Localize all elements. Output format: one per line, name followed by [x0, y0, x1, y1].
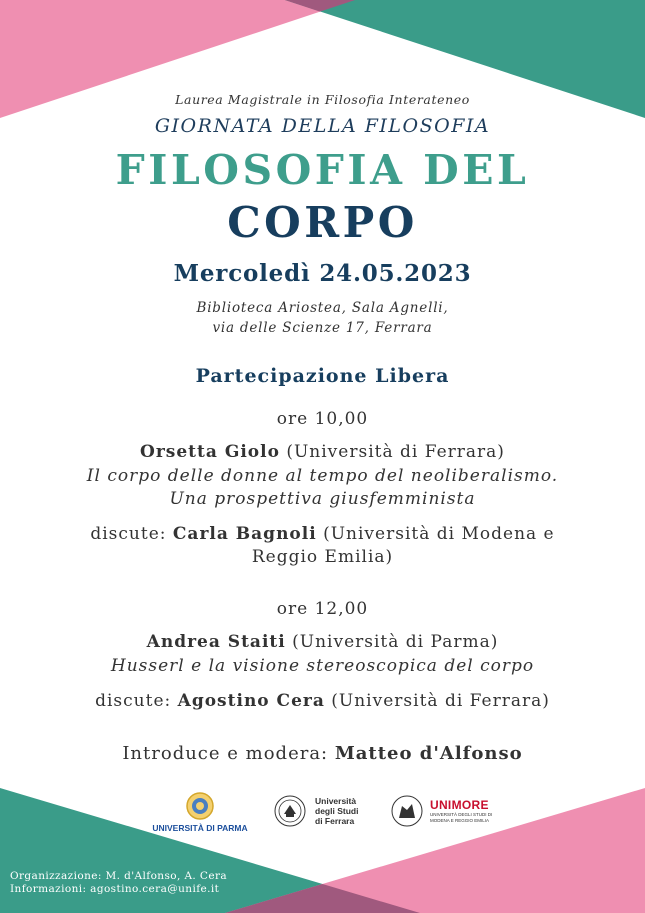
- footer-organization: Organizzazione: M. d'Alfonso, A. Cera: [10, 870, 228, 882]
- session-2-talk-title: [0, 655, 645, 678]
- session-1-discussant-affiliation-2: Reggio Emilia): [251, 547, 394, 567]
- event-date: Mercoledì 24.05.2023: [173, 260, 472, 287]
- program-name: Laurea Magistrale in Filosofia Interateneo: [175, 92, 470, 107]
- unimore-sub-1: UNIVERSITÀ DEGLI STUDI DI: [430, 812, 493, 817]
- ferrara-logo-line-1: Università: [315, 796, 357, 806]
- moderator-prefix: Introduce e modera:: [122, 743, 335, 764]
- moderator-line: [0, 742, 645, 765]
- event-venue: [0, 298, 645, 338]
- footer-info: Informazioni: agostino.cera@unife.it: [10, 883, 220, 895]
- session-1-talk-line-2: Una prospettiva giusfemminista: [169, 489, 476, 509]
- session-1-discussant-affiliation-1: (Università di Modena e: [316, 524, 555, 544]
- title-line-1: FILOSOFIA DEL: [115, 146, 530, 194]
- session-1-talk-title: [0, 465, 645, 511]
- session-2-discussant-prefix: discute:: [95, 691, 178, 711]
- unimore-seal-icon: [390, 794, 424, 828]
- session-1-time: ore 10,00: [276, 409, 369, 429]
- session-2-speaker: Andrea Staiti: [146, 632, 286, 652]
- unimore-logo-text: UNIMORE: [430, 798, 489, 812]
- session-1-discussant-prefix: discute:: [90, 524, 173, 544]
- session-1-talk-line-1: Il corpo delle donne al tempo del neoliberalismo.: [86, 466, 559, 486]
- parma-logo-text: UNIVERSITÀ DI PARMA: [152, 823, 248, 833]
- session-2-speaker-line: [0, 631, 645, 654]
- parma-logo: [150, 792, 250, 833]
- footer: [10, 870, 227, 896]
- admission-info: Partecipazione Libera: [195, 365, 450, 387]
- session-1-speaker-line: [0, 441, 645, 464]
- session-2-talk-line-1: Husserl e la visione stereoscopica del corpo: [110, 656, 535, 676]
- parma-seal-icon: [186, 792, 214, 820]
- session-2-discussant-affiliation: (Università di Ferrara): [324, 691, 550, 711]
- ferrara-logo-line-2: degli Studi: [315, 806, 359, 816]
- ferrara-logo-line-3: di Ferrara: [315, 816, 355, 826]
- moderator-name: Matteo d'Alfonso: [334, 743, 523, 764]
- ferrara-logo: [273, 790, 373, 834]
- session-1-affiliation: (Università di Ferrara): [279, 442, 505, 462]
- university-logos: [0, 790, 645, 840]
- session-2-discussant: [0, 690, 645, 713]
- venue-line-1: Biblioteca Ariostea, Sala Agnelli,: [196, 300, 449, 316]
- title-line-2: CORPO: [227, 198, 418, 247]
- session-1-discussant-name: Carla Bagnoli: [172, 524, 317, 544]
- session-1-discussant: [0, 523, 645, 569]
- session-2-time: ore 12,00: [276, 599, 369, 619]
- event-name: GIORNATA DELLA FILOSOFIA: [154, 115, 491, 137]
- session-1-speaker: Orsetta Giolo: [140, 442, 280, 462]
- venue-line-2: via delle Scienze 17, Ferrara: [212, 320, 433, 336]
- unimore-logo: [390, 790, 510, 834]
- unimore-sub-2: MODENA E REGGIO EMILIA: [430, 818, 490, 823]
- ferrara-seal-icon: [273, 794, 307, 828]
- session-2-discussant-name: Agostino Cera: [177, 691, 325, 711]
- session-2-affiliation: (Università di Parma): [285, 632, 499, 652]
